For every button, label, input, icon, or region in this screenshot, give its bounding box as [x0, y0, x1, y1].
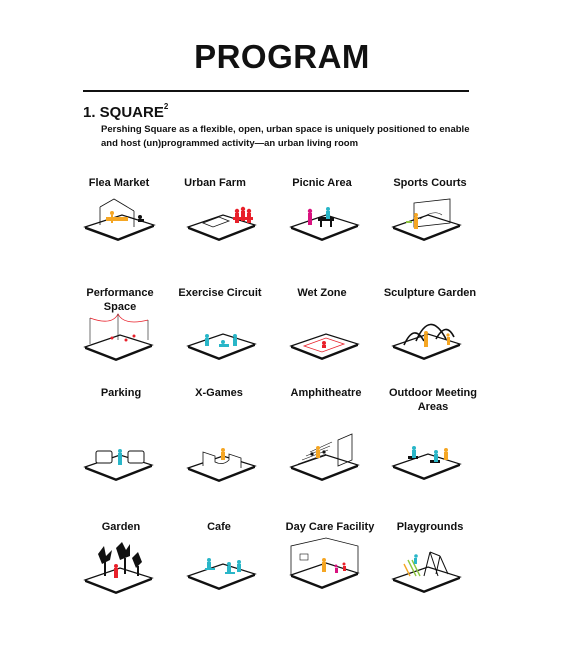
program-label-day-care-facility: Day Care Facility	[285, 521, 375, 533]
program-label-sports-courts: Sports Courts	[393, 177, 467, 189]
program-label-flea-market: Flea Market	[88, 177, 150, 189]
program-label-wet-zone: Wet Zone	[297, 287, 347, 299]
program-label-playgrounds: Playgrounds	[396, 521, 464, 533]
program-label-x-games: X-Games	[195, 387, 243, 399]
garden-icon	[82, 540, 157, 600]
performance-space-icon	[82, 310, 157, 365]
program-label-cafe: Cafe	[207, 521, 231, 533]
section-heading-text: 1. SQUARE	[83, 104, 164, 121]
program-label-picnic-area: Picnic Area	[292, 177, 352, 189]
playgrounds-icon	[390, 542, 465, 597]
day-care-facility-icon	[288, 538, 363, 593]
program-label-parking: Parking	[100, 387, 142, 399]
page-title: PROGRAM	[194, 38, 370, 75]
picnic-area-icon	[288, 195, 363, 245]
exercise-circuit-icon	[185, 312, 260, 362]
parking-icon	[82, 435, 157, 485]
section-heading	[83, 104, 168, 121]
cafe-icon	[185, 548, 260, 593]
program-label-outdoor-meeting-areas: Outdoor Meeting Areas	[389, 387, 477, 413]
wet-zone-icon	[288, 312, 363, 362]
program-label-amphitheatre: Amphitheatre	[290, 387, 362, 399]
program-label-sculpture-garden: Sculpture Garden	[383, 287, 477, 299]
program-label-exercise-circuit: Exercise Circuit	[178, 287, 262, 299]
sports-courts-icon	[390, 195, 465, 245]
program-label-performance-space: Performance Space	[86, 287, 154, 313]
program-label-urban-farm: Urban Farm	[184, 177, 246, 189]
outdoor-meeting-areas-icon	[390, 432, 465, 482]
title-divider	[83, 90, 469, 92]
program-label-garden: Garden	[101, 521, 141, 533]
section-heading-superscript: 2	[163, 102, 169, 111]
x-games-icon	[185, 440, 260, 485]
flea-market-icon	[82, 195, 157, 245]
amphitheatre-icon	[288, 430, 363, 485]
section-description: Pershing Square as a flexible, open, urban space is uniquely positioned to enable and host (un)programmed activity—an urban living room	[101, 124, 470, 149]
urban-farm-icon	[185, 195, 260, 245]
sculpture-garden-icon	[390, 305, 465, 365]
